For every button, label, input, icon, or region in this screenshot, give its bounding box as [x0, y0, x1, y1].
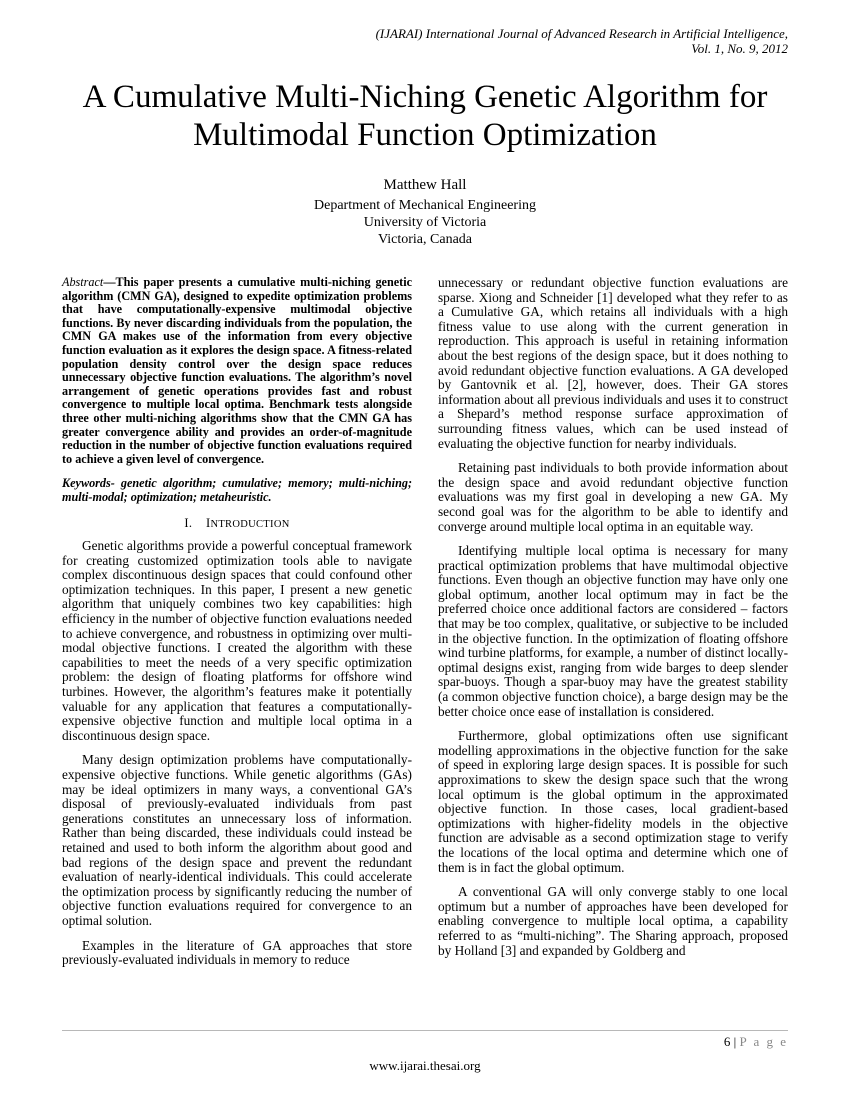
paragraph: Many design optimization problems have computationally-expensive objective functions. While genetic algorithms (GAs) may be ideal optimizers in many ways, a conventional GA’s disposal of previously-evaluated individuals from past generations constitutes an unnecessary loss of information. Rather than being discarded, these individuals could instead be retained and used to both inform the algorithm about good and bad regions of the design space and prevent the redundant evaluation of nearly-identical individuals. This could accelerate the optimization process by significantly reducing the number of objective function evaluations required for convergence to an optimal solution. — [62, 752, 412, 928]
page-number-value: 6 — [723, 1034, 731, 1049]
page-label: P a g e — [739, 1034, 788, 1049]
journal-name: (IJARAI) International Journal of Advanced Research in Artificial Intelligence, — [375, 26, 788, 41]
paragraph: Retaining past individuals to both provide information about the design space and avoid redundant objective function evaluations was my first goal in developing a new GA. My second goal was for the algorithm to be able to identify and converge around multiple local optima in an equitable way. — [438, 460, 788, 534]
paragraph-continued: unnecessary or redundant objective function evaluations are sparse. Xiong and Schneider [1] developed what they refer to as a Cumulative GA, which retains all individuals with a high fitness value to use along with the current generation in reproduction. This approach is useful in retaining information about the best regions of the design space, but it does nothing to avoid redundant objective function evaluations. A GA developed by Gantovnik et al. [2], however, does. Their GA stores information about all previous individuals and uses it to construct a Shepard’s method response surface approximation of surrounding fitness values, which can be used instead of evaluating the objective function for nearby individuals. — [438, 275, 788, 451]
author-location: Victoria, Canada — [377, 232, 472, 247]
section-heading — [62, 516, 412, 533]
abstract-text: —This paper presents a cumulative multi-niching genetic algorithm (CMN GA), designed to expedite optimization problems that have computationally-expensive multimodal objective functions. By never discarding individuals from the population, the CMN GA makes use of the information from every objective function evaluation as it explores the design space. A fitness-related population density control over the design space reduces unnecessary objective function evaluations. The algorithm’s novel arrangement of genetic operations provides fast and robust convergence to multiple local optima. Benchmark tests alongside three other multi-niching algorithms show that the CMN GA has greater convergence ability and provides an order-of-magnitude reduction in the number of objective function evaluations required to achieve a given level of convergence. — [62, 275, 412, 466]
page-separator: | — [733, 1034, 737, 1049]
journal-volume: Vol. 1, No. 9, 2012 — [691, 41, 788, 56]
footer-website: www.ijarai.thesai.org — [369, 1058, 481, 1073]
abstract-lead: Abstract — [62, 275, 104, 289]
paragraph: Examples in the literature of GA approaches that store previously-evaluated individuals in memory to reduce — [62, 937, 412, 968]
paragraph: Identifying multiple local optima is necessary for many practical optimization problems that have multimodal objective functions. Even though an objective function may have only one global optimum, another local optimum may in fact be the preferred choice once additional factors are considered – factors that may be too complex, qualitative, or subjective to be included in the objective function. In the optimization of floating offshore wind turbine platforms, for example, a number of distinct locally-optimal designs exist, ranging from wide barges to deep slender spar-buoys. Though a spar-buoy may have the greatest stability (a common objective function choice), a barge design may be the better choice once ease of installation is considered. — [438, 543, 788, 719]
paper-title — [0, 78, 850, 154]
left-column — [62, 276, 412, 978]
author-name: Matthew Hall — [383, 177, 467, 193]
right-column — [438, 276, 788, 968]
title-line-2: Multimodal Function Optimization — [193, 117, 657, 153]
author-department: Department of Mechanical Engineering — [314, 198, 536, 213]
paragraph: Furthermore, global optimizations often use significant modelling approximations in the objective function for the sake of speed in exploring large design spaces. It is possible for such approximations to skew the design space such that the wrong local optimum is the global optimum in the approximated objective function. In those cases, local gradient-based optimizations with higher-fidelity models in the objective function are advisable as a second optimization stage to verify the locations of the local optima and determine which one of them is in fact the global optimum. — [438, 728, 788, 875]
title-line-1: A Cumulative Multi-Niching Genetic Algorithm for — [82, 79, 768, 115]
author-block — [0, 177, 850, 248]
paragraph: Genetic algorithms provide a powerful conceptual framework for creating customized optimization tools able to navigate complex discontinuous design spaces that could confound other optimization techniques. In this paper, I present a new genetic algorithm that uniquely combines two key capabilities: high efficiency in the number of objective function evaluations needed to achieve convergence, and robustness in optimizing over multi-modal objective functions. I created the algorithm with these capabilities to meet the needs of a very specific optimization problem: the design of floating platforms for offshore wind turbines. However, the algorithm’s features make it potentially valuable for any application that features a computationally-expensive objective function and multiple local optima in a discontinuous design space. — [62, 538, 412, 743]
keywords-text: genetic algorithm; cumulative; memory; multi-niching; multi-modal; optimization; metaheuristic. — [62, 476, 412, 504]
section-number: I. — [184, 515, 193, 530]
journal-header — [288, 26, 788, 56]
author-university: University of Victoria — [363, 215, 487, 230]
keywords-lead: Keywords- — [62, 476, 115, 491]
section-title: INTRODUCTION — [205, 515, 290, 530]
paragraph: A conventional GA will only converge stably to one local optimum but a number of approaches have been developed for enabling convergence to multiple local optima, a capability referred to as “multi-niching”. The Sharing approach, proposed by Holland [3] and expanded by Goldberg and — [438, 884, 788, 958]
page-number — [724, 1034, 788, 1050]
keywords — [62, 477, 412, 504]
abstract — [62, 276, 412, 466]
footer-divider — [62, 1030, 788, 1031]
